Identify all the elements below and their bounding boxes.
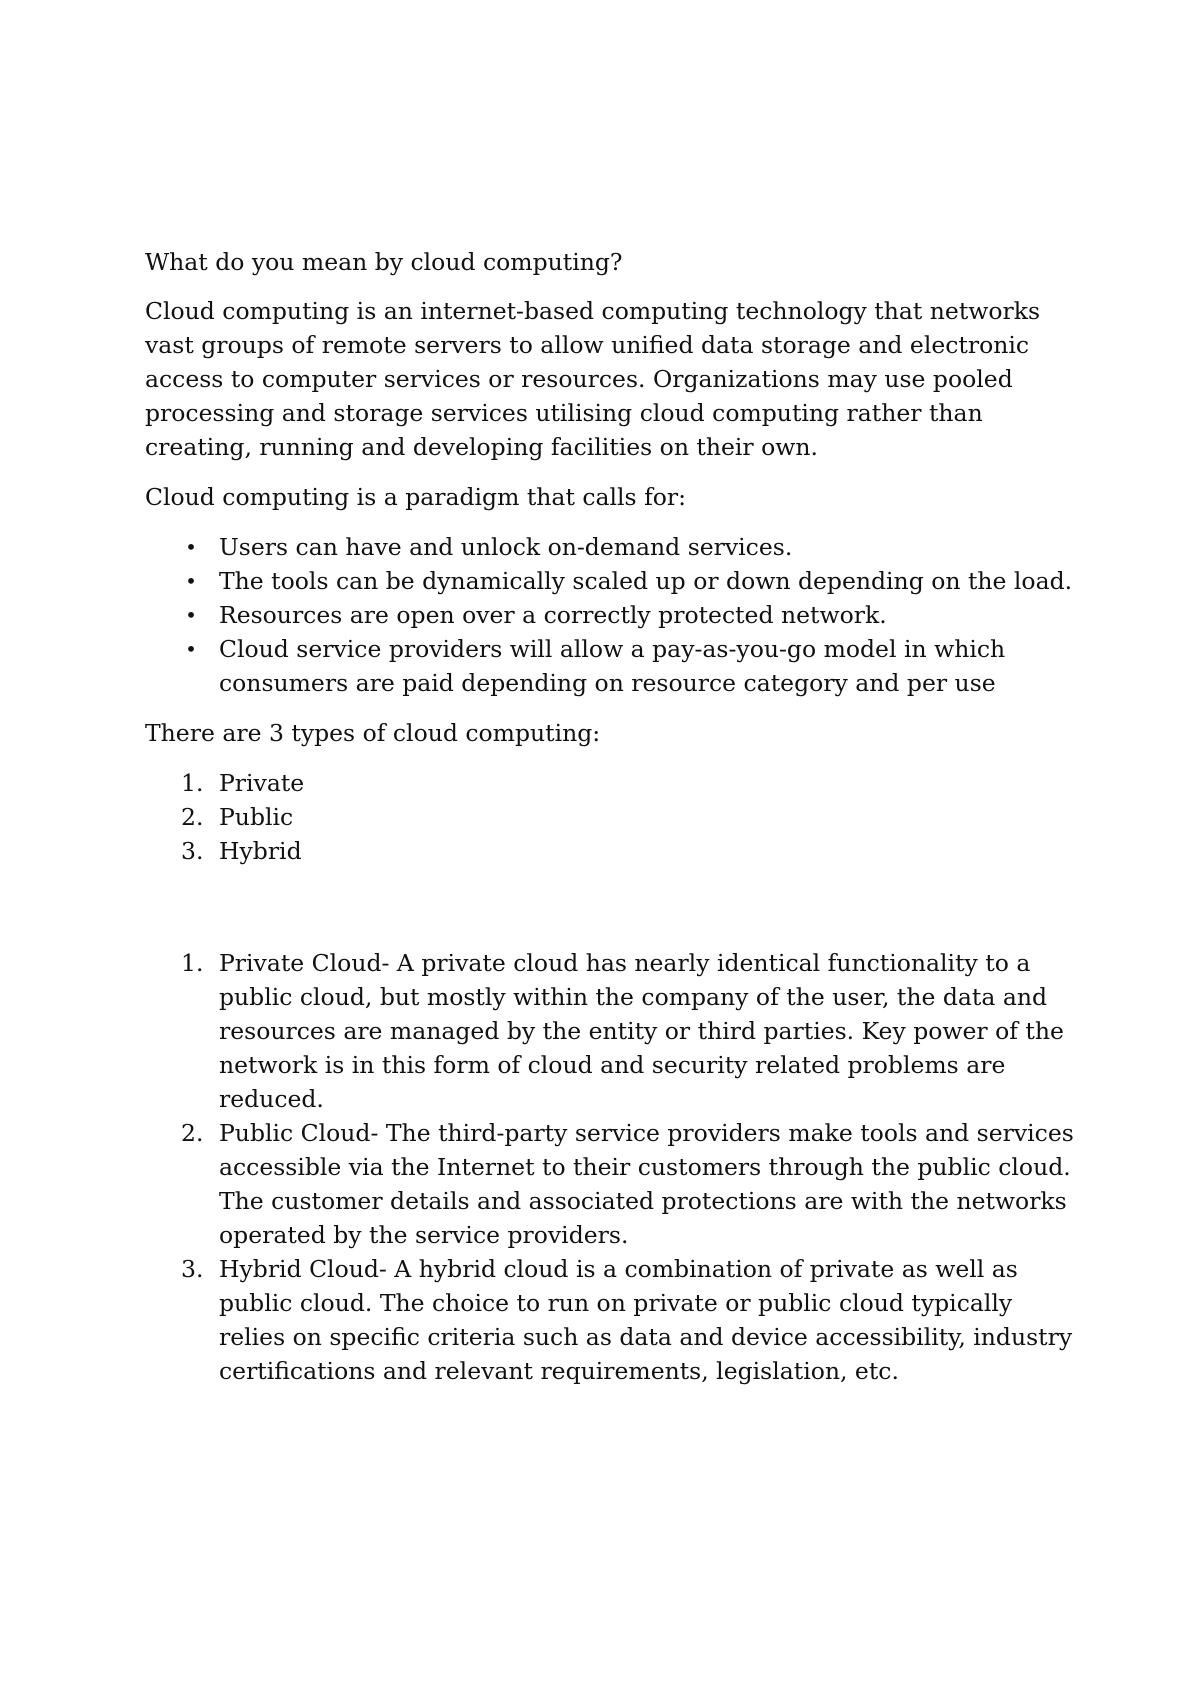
bullet-icon: •	[185, 569, 197, 593]
type-detail-text: Public Cloud- The third-party service providers make tools and services accessible via the Internet to their customers through the public cloud. The customer details and associated protections are with the networks operated by the service providers.	[219, 1119, 1074, 1249]
type-detail-item	[181, 946, 1075, 1116]
types-list	[145, 766, 1075, 868]
type-label: Hybrid	[219, 837, 302, 865]
type-label: Public	[219, 803, 294, 831]
type-detail-text: Hybrid Cloud- A hybrid cloud is a combination of private as well as public cloud. The choice to run on private or public cloud typically relies on specific criteria such as data and device accessibility, industry certifications and relevant requirements, legislation, etc.	[219, 1255, 1073, 1385]
definition-paragraph: Cloud computing is an internet-based computing technology that networks vast groups of remote servers to allow unified data storage and electronic access to computer services or resources. Organizations may use pooled processing and storage services utilising cloud computing rather than creating, running and developing facilities on their own.	[145, 297, 1041, 461]
list-number: 2.	[181, 803, 204, 831]
paradigm-intro: Cloud computing is a paradigm that calls for:	[145, 483, 687, 511]
paradigm-item-text: Users can have and unlock on-demand services.	[219, 533, 793, 561]
type-detail-item	[181, 1252, 1075, 1388]
question-heading: What do you mean by cloud computing?	[145, 248, 623, 276]
bullet-icon: •	[185, 535, 197, 559]
paradigm-list	[145, 530, 1075, 700]
type-list-item	[181, 800, 1075, 834]
list-number: 1.	[181, 949, 204, 977]
list-number: 3.	[181, 1255, 204, 1283]
type-list-item	[181, 766, 1075, 800]
section-spacer	[145, 884, 1075, 946]
bullet-icon: •	[185, 637, 197, 661]
list-number: 2.	[181, 1119, 204, 1147]
type-label: Private	[219, 769, 305, 797]
paradigm-item-text: Cloud service providers will allow a pay-as-you-go model in which consumers are paid depending on resource category and per use	[219, 635, 1006, 697]
type-detail-item	[181, 1116, 1075, 1252]
bullet-icon: •	[185, 603, 197, 627]
types-intro: There are 3 types of cloud computing:	[145, 719, 601, 747]
type-details-list	[145, 946, 1075, 1388]
paradigm-item	[185, 564, 1075, 598]
paradigm-item	[185, 632, 1075, 700]
paradigm-item	[185, 530, 1075, 564]
paradigm-item	[185, 598, 1075, 632]
paradigm-item-text: The tools can be dynamically scaled up or down depending on the load.	[219, 567, 1073, 595]
type-detail-text: Private Cloud- A private cloud has nearly identical functionality to a public cloud, but mostly within the company of the user, the data and resources are managed by the entity or third parties. Key power of the network is in this form of cloud and security related problems are reduced.	[219, 949, 1064, 1113]
type-list-item	[181, 834, 1075, 868]
document-content	[145, 245, 1075, 1404]
paradigm-item-text: Resources are open over a correctly protected network.	[219, 601, 887, 629]
list-number: 1.	[181, 769, 204, 797]
list-number: 3.	[181, 837, 204, 865]
